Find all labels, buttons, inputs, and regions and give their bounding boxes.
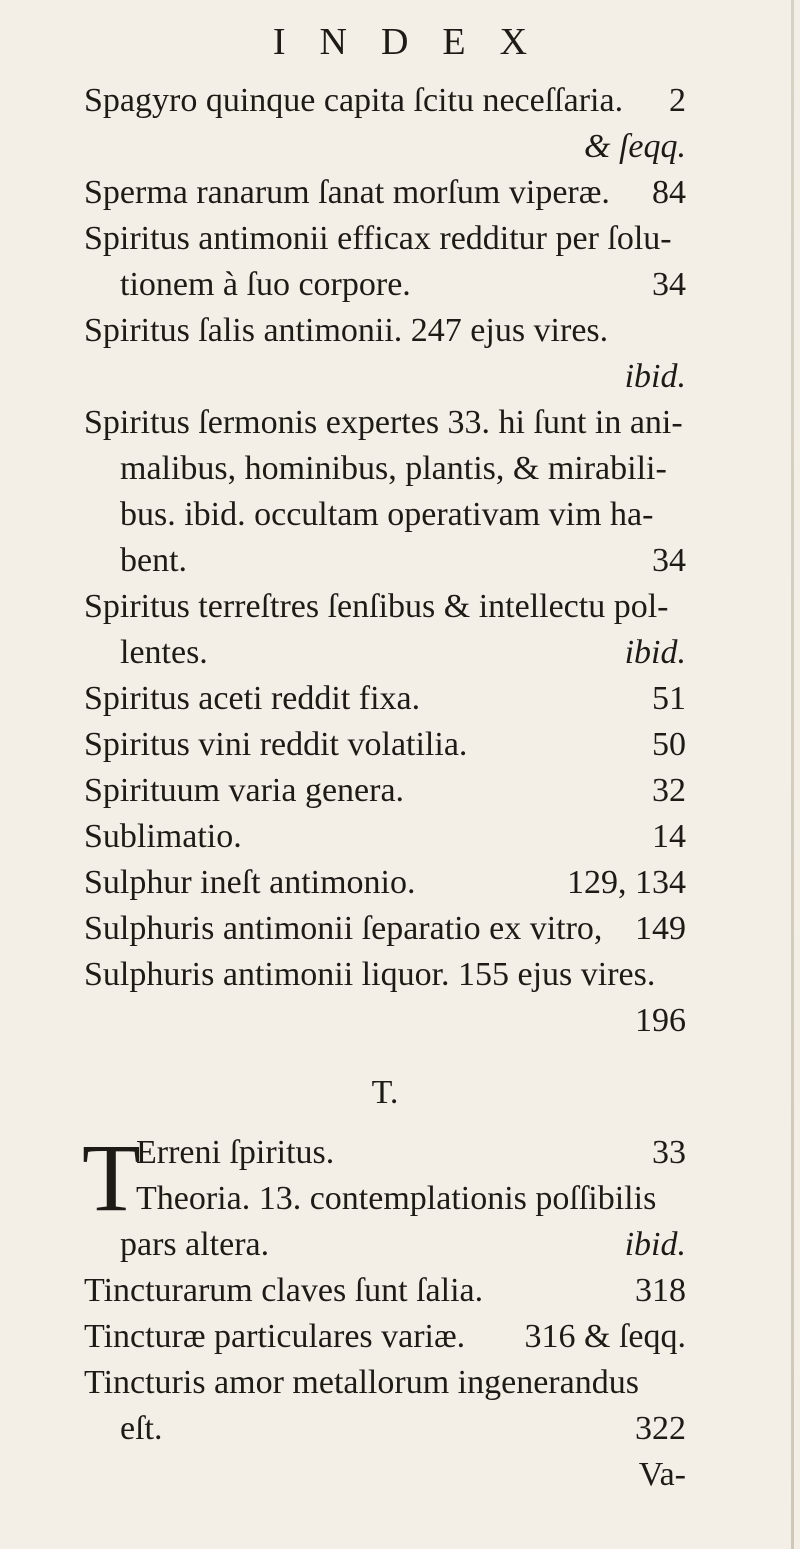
index-entry [84, 1176, 686, 1268]
page-ref: 14 [652, 818, 686, 855]
page-edge [791, 0, 794, 1549]
page-ref: 2 [669, 82, 686, 119]
index-entry [84, 676, 686, 722]
entry-text: tionem à ſuo corpore. [120, 266, 411, 303]
index-entries [84, 78, 686, 1498]
page-ref: 196 [635, 1002, 686, 1039]
entry-text: lentes. [120, 634, 208, 671]
page-ref: 50 [652, 726, 686, 763]
entry-text: pars altera. [120, 1226, 270, 1263]
index-entry [84, 170, 686, 216]
entry-text: eſt. [120, 1410, 163, 1447]
catchword: Va- [638, 1456, 686, 1493]
running-head: INDEX [272, 21, 562, 63]
index-entry [84, 308, 686, 400]
entry-text: Spagyro quinque capita ſcitu neceſſaria. [84, 82, 624, 119]
page-ref: 34 [652, 266, 686, 303]
index-entry [84, 1360, 686, 1452]
entry-text: Sublimatio. [84, 818, 242, 855]
page-ref: 322 [635, 1410, 686, 1447]
page-ref: 32 [652, 772, 686, 809]
index-entry [84, 1268, 686, 1314]
entry-text: Sperma ranarum ſanat morſum viperæ. [84, 174, 610, 211]
page-ref: 318 [635, 1272, 686, 1309]
page-ref: 84 [652, 174, 686, 211]
entry-text: Erreni ſpiritus. [136, 1134, 335, 1171]
page-ref: 149 [635, 910, 686, 947]
entry-text: Spiritus vini reddit volatilia. [84, 726, 468, 763]
index-entry [84, 860, 686, 906]
page-ref: 51 [652, 680, 686, 717]
entry-text: Sulphur ineſt antimonio. [84, 864, 416, 901]
entry-text: Theoria. 13. contemplationis poſſibilis [136, 1180, 657, 1217]
entry-text: Sulphuris antimonii ſeparatio ex vitro, [84, 910, 603, 947]
entry-text: Spirituum varia genera. [84, 772, 405, 809]
page-ref: 129, 134 [567, 864, 686, 901]
entry-text: Spiritus terreſtres ſenſibus & intellectu pol- [84, 588, 669, 625]
entry-text: Tincturæ particulares variæ. [84, 1318, 466, 1355]
page-ref: 34 [652, 542, 686, 579]
index-entry [84, 78, 686, 170]
page-ref: ibid. [624, 634, 686, 671]
drop-cap: T [82, 1124, 141, 1231]
page-ref: ibid. [624, 1226, 686, 1263]
index-entry [84, 768, 686, 814]
entry-text: Sulphuris antimonii liquor. 155 ejus vires. [84, 956, 656, 993]
entry-text: Tincturis amor metallorum ingenerandus [84, 1364, 639, 1401]
index-entry [84, 216, 686, 308]
entry-text: Spiritus ſalis antimonii. 247 ejus vires. [84, 312, 609, 349]
index-entry [84, 584, 686, 676]
entry-text: Spiritus aceti reddit fixa. [84, 680, 421, 717]
section-letter: T. [371, 1074, 399, 1111]
page-ref: ibid. [624, 358, 686, 395]
index-entry [84, 722, 686, 768]
index-entry [84, 814, 686, 860]
entry-text: Tincturarum claves ſunt ſalia. [84, 1272, 484, 1309]
page-ref-suffix: & ſeqq. [584, 128, 686, 165]
index-entry [84, 906, 686, 952]
page-ref: 33 [652, 1134, 686, 1171]
page-ref: 316 & ſeqq. [524, 1318, 686, 1355]
entry-text: Spiritus ſermonis expertes 33. hi ſunt in ani- [84, 404, 683, 441]
entry-text: bent. [120, 542, 188, 579]
entry-text: malibus, hominibus, plantis, & mirabili- [120, 450, 667, 487]
index-entry [84, 952, 686, 1044]
index-entry [84, 400, 686, 584]
entry-text: Spiritus antimonii efficax redditur per ſolu- [84, 220, 672, 257]
index-entry [84, 1314, 686, 1360]
entry-text: bus. ibid. occultam operativam vim ha- [120, 496, 654, 533]
